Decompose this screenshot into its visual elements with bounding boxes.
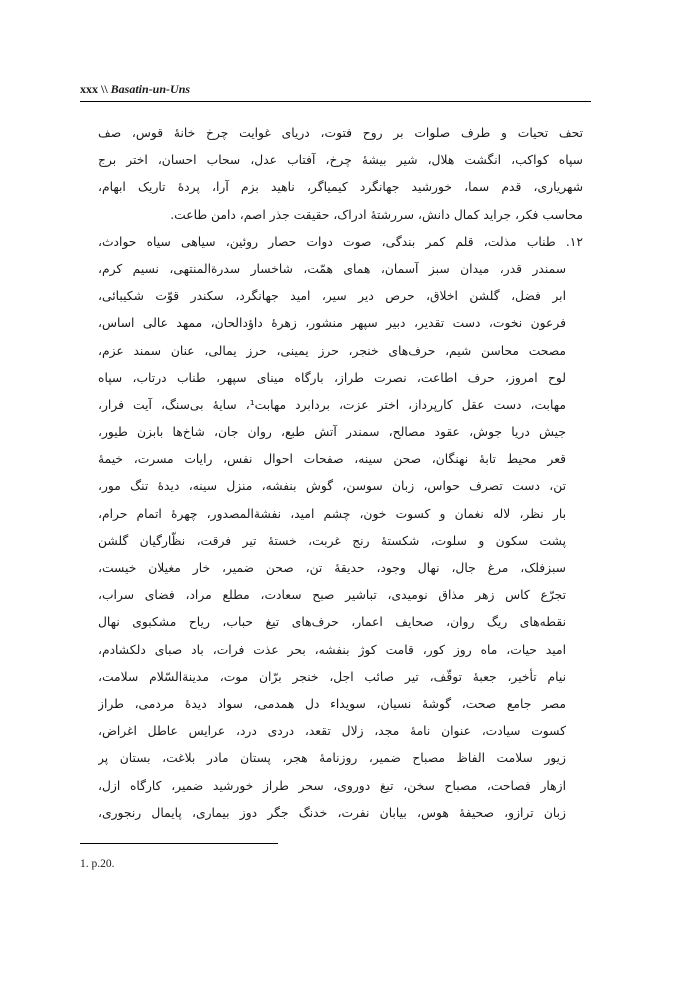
text-line: تحف تحیات و طرف صلوات بر روح فتوت، دریای غوایت چرخ خانهٔ قوس، صف [98,126,583,140]
text-line: کسوت سیادت، عنوان نامهٔ مجد، زلال تقعد، دردی درد، عرایس عاطل اغراض، [98,724,566,739]
footnote: 1. p.20. [80,858,115,870]
text-line: سپاه کواکب، انگشت هلال، شیر بیشهٔ چرخ، آفتاب عدل، سحاب احسان، اختر برج [98,153,583,168]
text-line: ابر فضل، گلشن اخلاق، حرص دیر سیر، امید جهانگرد، سکندر قوّت شکیبائی، [98,289,566,304]
page-label: xxx \\ [80,82,111,96]
text-line: شهریاری، قدم سما، خورشید جهانگرد کیمیاگر، ناهید بزم آرا، پردهٔ تاریک ابهام، [98,180,583,195]
text-line: سمندر قدر، میدان سبز آسمان، همای همّت، شاخسار سدرةالمنتهی، نسیم کرم، [98,261,566,276]
text-line: مصر جامع صحت، گوشهٔ نسیان، سویداء دل همدمی، سواد دیدهٔ مردمی، طراز [98,696,566,711]
footnote-rule [80,843,278,844]
text-line: تجرّع کاس زهر مذاق نومیدی، تباشیر صبح سعادت، مطلع مراد، فضای سراب، [98,588,566,603]
text-line: جیش دریا جوش، عقود مصالح، سمندر آتش طبع، روان جان، شاخ‌ها بابزن طیور، [98,425,566,440]
text-line: مصحت محاسن شیم، حرف‌های خنجر، حرز یمینی، حرز یمالی، عنان سمند عزم، [98,343,566,358]
text-line: لوح امروز، حرف اطاعت، نصرت طراز، بارگاه مینای سپهر، طناب درتاب، سپاه [98,370,566,385]
text-line: زیور سلامت الفاظ مصباح ضمیر، روزنامهٔ هجر، پستان مادر بلاغت، بستان پر [98,751,566,766]
header-rule [80,101,591,102]
text-line: ازهار فصاحت، مصباح سخن، تیغ دوروی، سحر طراز خورشید ضمیر، کارگاه ازل، [98,778,566,793]
text-line: محاسب فکر، جراید کمال دانش، سررشتهٔ ادراک، حقیقت جذر اصم، دامن طاعت. [170,207,583,222]
running-header [80,82,190,97]
text-line: پشت سکون و سلوت، شکستهٔ رنج غربت، خستهٔ تیر فرقت، نظّارگیان گلشن [98,533,566,548]
text-line: نقطه‌های ریگ روان، صحایف اعمار، حرف‌های تیغ حباب، ریاح مشکبوی نهال [98,615,566,630]
text-line: قعر محیط تابهٔ نهنگان، صحن سینه، صفحات احوال نفس، رایات مسرت، خیمهٔ [98,452,566,467]
text-line: امید حیات، ماه روز کور، قامت کوژ بنفشه، بحر عذت فرات، باد صبای دلکشادم، [98,642,566,657]
text-line: سبزفلک، مرغ جال، نهال وجود، حدیقهٔ تن، صحن ضمیر، خار مغیلان خیست، [98,561,566,575]
text-line: نیام تأخیر، جعبهٔ توقّف، تیر صائب اجل، خنجر برّان موت، مدینةالسّلام سلامت، [98,669,566,684]
book-title: Basatin-un-Uns [110,82,191,96]
main-text [98,120,583,827]
text-line: ۱۲. طناب مذلت، قلم کمر بندگی، صوت دوات حصار روئین، سیاهی سیاه حوادث، [98,234,583,249]
text-line: بار نظر، لاله نغمان و کسوت خون، چشم امید، نفشةالمصدور، چهرهٔ اتمام حرام، [98,506,566,521]
text-line: مهابت، دست عقل کارپرداز، اختر عزت، بردابرد مهابت¹، سایهٔ بی‌سنگ، آیت فرار، [98,397,566,412]
text-line: فرعون نخوت، دست تقدیر، دبیر سپهر منشور، زهرهٔ داؤدالحان، ممهد عالی اساس، [98,316,566,331]
text-line: زبان ترازو، صحیفهٔ هوس، بیابان نفرت، خدنگ جگر دوز بیماری، پایمال رنجوری، [98,805,566,820]
text-line: تن، دست تصرف حواس، زبان سوسن، گوش بنفشه، منزل سینه، دیدهٔ تنگ مور، [98,479,566,494]
